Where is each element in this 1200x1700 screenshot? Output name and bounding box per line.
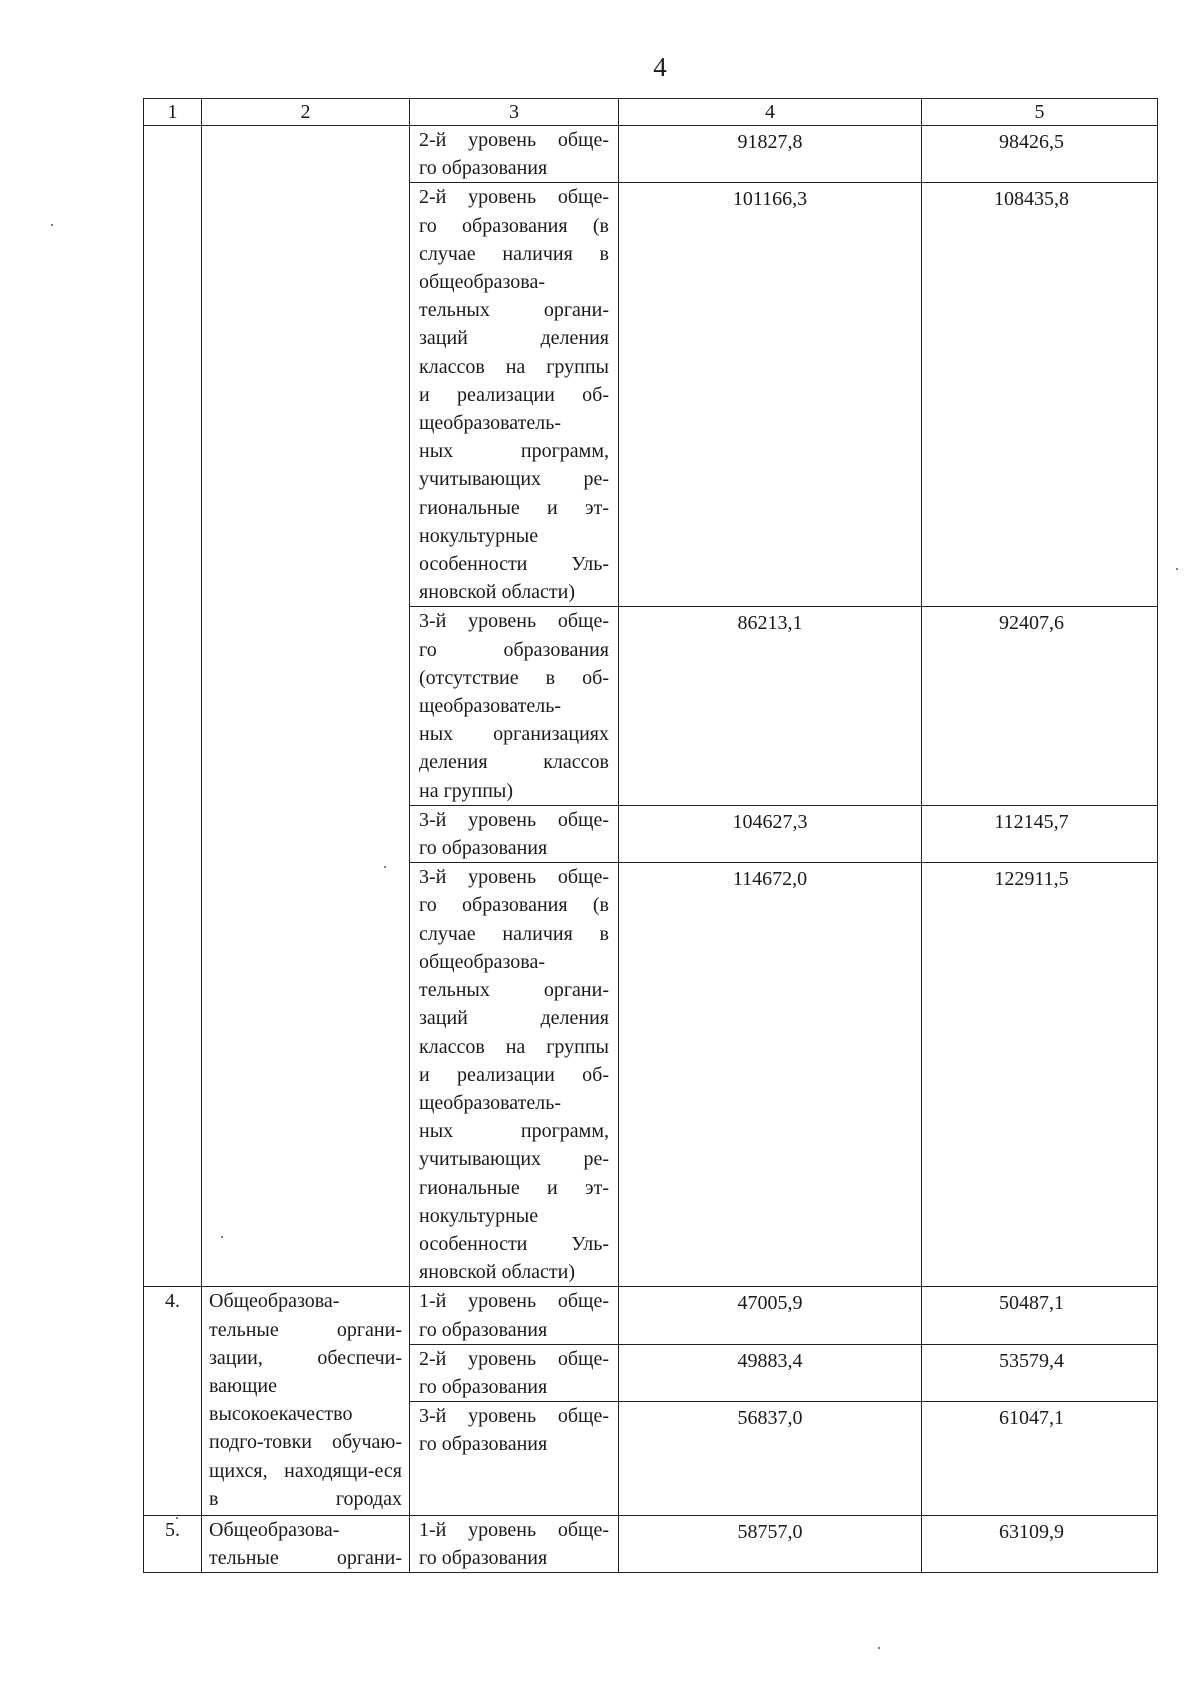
level-cell: [410, 1402, 619, 1516]
header-row: [144, 99, 1158, 126]
value-col5: 50487,1: [922, 1287, 1158, 1344]
value-col4: 49883,4: [619, 1344, 922, 1401]
text-line: щихся, находящи-: [209, 1459, 375, 1482]
value-col5: 61047,1: [922, 1402, 1158, 1516]
text-line: заций деления: [419, 327, 609, 350]
text-line: 1-й уровень обще-: [419, 1290, 609, 1313]
value-col5: 108435,8: [922, 183, 1158, 607]
table-row: [144, 1515, 1158, 1572]
text-line: тельных органи-: [419, 979, 609, 1002]
text-line: 3-й уровень обще-: [419, 808, 609, 831]
text-line: 3-й уровень обще-: [419, 610, 609, 633]
text-line: случае наличия в: [419, 922, 609, 945]
table-row: [144, 126, 1158, 183]
level-cell: [410, 805, 619, 862]
text-line: го образования: [419, 638, 609, 661]
text-line: на группы): [419, 779, 514, 802]
level-cell: [410, 1515, 619, 1572]
text-line: нокультурные: [419, 1204, 539, 1227]
text-line: яновской области): [419, 581, 576, 604]
scan-speck: [384, 866, 386, 868]
value-col5: 63109,9: [922, 1515, 1158, 1572]
value-col5: 122911,5: [922, 863, 1158, 1287]
text-line: классов на группы: [419, 1035, 609, 1058]
text-line: заций деления: [419, 1007, 609, 1030]
text-line: го образования: [419, 157, 548, 180]
text-line: учитывающих ре-: [419, 468, 609, 491]
text-line: особенности Уль-: [419, 1232, 609, 1255]
header-col-2: 2: [202, 99, 410, 126]
text-line: вающие высокое: [209, 1374, 279, 1426]
row-number: 5.: [144, 1515, 202, 1572]
text-line: общеобразова-: [419, 271, 546, 294]
text-line: 2-й уровень обще-: [419, 1347, 609, 1370]
text-line: случае наличия в: [419, 242, 609, 265]
scan-speck: [1176, 568, 1178, 570]
text-line: Общеобразова-: [209, 1290, 340, 1313]
text-line: зации, обеспечи-: [209, 1346, 402, 1369]
text-line: деления классов: [419, 751, 609, 774]
value-col4: 91827,8: [619, 126, 922, 183]
text-line: 1-й уровень обще-: [419, 1518, 609, 1541]
text-line: (отсутствие в об-: [419, 666, 609, 689]
text-line: тельные органи-: [209, 1547, 402, 1570]
text-line: особенности Уль-: [419, 553, 609, 576]
header-col-5: 5: [922, 99, 1158, 126]
text-line: го образования: [419, 837, 548, 860]
text-line: щеобразователь-: [419, 412, 562, 435]
level-cell: [410, 863, 619, 1287]
page-number: 4: [653, 52, 667, 82]
organization-type-cell: [202, 1287, 410, 1516]
organization-type-cell: [202, 1515, 410, 1572]
value-col5: 53579,4: [922, 1344, 1158, 1401]
text-line: тельных органи-: [419, 299, 609, 322]
text-line: товки обучаю-: [263, 1431, 402, 1454]
header-col-1: 1: [144, 99, 202, 126]
level-cell: [410, 607, 619, 805]
text-line: ных организациях: [419, 723, 609, 746]
table-row: [144, 1287, 1158, 1344]
value-col4: 101166,3: [619, 183, 922, 607]
text-line: го образования: [419, 1375, 548, 1398]
text-line: общеобразова-: [419, 950, 546, 973]
text-line: и реализации об-: [419, 383, 609, 406]
text-line: Общеобразова-: [209, 1518, 340, 1541]
value-col5: 98426,5: [922, 126, 1158, 183]
text-line: гиональные и эт-: [419, 496, 609, 519]
value-col4: 114672,0: [619, 863, 922, 1287]
row-number: 4.: [144, 1287, 202, 1516]
value-col4: 86213,1: [619, 607, 922, 805]
text-line: го образования: [419, 1318, 548, 1341]
scan-speck: [221, 1236, 223, 1238]
value-col4: 47005,9: [619, 1287, 922, 1344]
text-line: еся в городах: [209, 1459, 402, 1510]
text-line: яновской области): [419, 1261, 576, 1284]
text-line: щеобразователь-: [419, 1091, 562, 1114]
cont-name-cell: [202, 126, 410, 1287]
text-line: 2-й уровень обще-: [419, 129, 609, 151]
cont-num-cell: [144, 126, 202, 1287]
text-line: 2-й уровень обще-: [419, 186, 609, 209]
value-col5: 112145,7: [922, 805, 1158, 862]
text-line: ных программ,: [419, 440, 609, 463]
level-cell: [410, 1287, 619, 1344]
text-line: ных программ,: [419, 1120, 609, 1143]
level-cell: [410, 126, 619, 183]
text-line: го образования: [419, 1433, 548, 1456]
text-line: нокультурные: [419, 524, 539, 547]
level-cell: [410, 183, 619, 607]
scan-speck: [51, 224, 53, 226]
value-col5: 92407,6: [922, 607, 1158, 805]
value-col4: 56837,0: [619, 1402, 922, 1516]
scan-speck: [878, 1647, 880, 1649]
text-line: классов на группы: [419, 355, 609, 378]
level-cell: [410, 1344, 619, 1401]
text-line: 3-й уровень обще-: [419, 1405, 609, 1428]
text-line: тельные органи-: [209, 1318, 402, 1341]
text-line: учитывающих ре-: [419, 1148, 609, 1171]
value-col4: 104627,3: [619, 805, 922, 862]
header-col-3: 3: [410, 99, 619, 126]
text-line: 3-й уровень обще-: [419, 866, 609, 889]
text-line: го образования: [419, 1547, 548, 1570]
text-line: гиональные и эт-: [419, 1176, 609, 1199]
tariff-table: [143, 98, 1158, 1573]
text-line: щеобразователь-: [419, 695, 562, 718]
header-col-4: 4: [619, 99, 922, 126]
value-col4: 58757,0: [619, 1515, 922, 1572]
text-line: и реализации об-: [419, 1063, 609, 1086]
text-line: го образования (в: [419, 214, 609, 237]
text-line: качество подго-: [209, 1403, 353, 1454]
text-line: го образования (в: [419, 894, 609, 917]
scan-speck: [176, 1517, 178, 1519]
